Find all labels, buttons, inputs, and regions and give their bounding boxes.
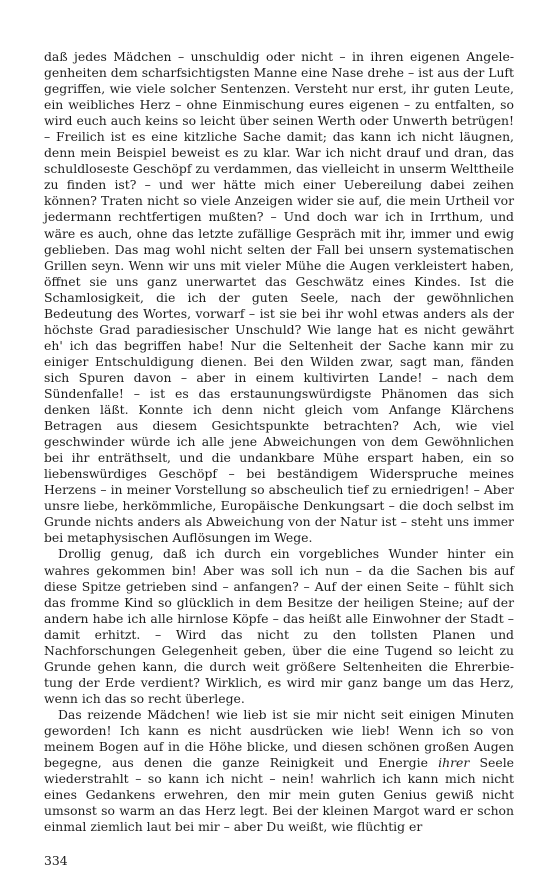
body-text [44, 49, 514, 835]
paragraph-2-text: Drollig genug, daß ich durch ein vorgebliches Wunder hinter ein wahres gekommen bin! Aber was soll ich nun – da die Sachen bis auf diese Spitze getrieben sind – anfangen? – Auf der einen Seite – fühlt sich das fromme Kind so glücklich in dem Besitze der heiligen Steine; auf der andern habe ich alle hirnlose Köpfe – das heißt alle Einwohner der Stadt – damit erhitzt. – Wird das nicht zu den tollsten Planen und Nachforschungen Gelegenheit geben, über die eine Tugend so leicht zu Grunde gehen kann, die durch weit größere Seltenheiten die Ehrerbietung der Erde verdient? Wirklich, es wird mir ganz bange um das Herz, wenn ich das so recht überlege. [44, 546, 514, 706]
paragraph-2 [44, 546, 514, 706]
paragraph-3-text-start: Das reizende Mädchen! wie lieb ist sie mir nicht seit einigen Minuten geworden! Ich kann es nicht ausdrücken wie lieb! Wenn ich so von meinem Bogen auf in die Höhe blicke, und diesen schönen großen Augen begegne, aus denen die ganze Reinigkeit und Energie [44, 706, 514, 771]
paragraph-3-text-end: Seele wiederstrahlt – so kann ich nicht – nein! wahrlich ich kann mich nicht eines Gedankens erwehren, den mir mein guten Genius gewiß nicht umsonst so warm an das Herz legt. Bei der kleinen Margot ward er schon einmal ziemlich laut bei mir – aber Du weißt, wie flüchtig er [44, 755, 515, 835]
paragraph-1-text: daß jedes Mädchen – unschuldig oder nicht – in ihren eigenen Angelegenheiten dem scharfsichtigsten Manne eine Nase drehe – ist aus der Luft gegriffen, wie viele solcher Sentenzen. Versteht nur erst, ihr guten Leute, ein weibliches Herz – ohne Einmischung eures eigenen – zu entfalten, so wird euch auch keins so leicht über seinen Werth oder Unwerth betrügen! – Freilich ist es eine kitzliche Sache damit; das kann ich nicht läugnen, denn mein Beispiel beweist es zu klar. War ich nicht drauf und dran, das schuldloseste Geschöpf zu verdammen, das vielleicht in unserm Welttheile zu finden ist? – und wer hätte mich einer Uebereilung dabei zeihen können? Traten nicht so viele Anzeigen wider sie auf, die mein Urtheil vor jedermann rechtfertigen mußten? – Und doch war ich in Irrthum, und wäre es auch, ohne das letzte zufällige Gespräch mit ihr, immer und ewig geblieben. Das mag wohl nicht selten der Fall bei unsern systematischen Grillen seyn. Wenn wir uns mit vieler Mühe die Augen verkleistert haben, öffnet sie uns ganz unerwartet das Geschwätz eines Kindes. Ist die Schamlosigkeit, die ich der guten Seele, nach der gewöhnlichen Bedeutung des Wortes, vorwarf – ist sie bei ihr wohl etwas anders als der höchste Grad paradiesischer Unschuld? Wie lange hat es nicht gewährt eh' ich das begriffen habe! Nur die Seltenheit der Sache kann mir zu einiger Entschuldigung dienen. Bei den Wilden zwar, sagt man, fänden sich Spuren davon – aber in einem kultivirten Lande! – nach dem Sündenfalle! – ist es das erstaunungswürdigste Phänomen das sich denken läßt. Konnte ich denn nicht gleich vom Anfange Klärchens Betragen aus diesem Gesichtspunkte betrachten? Ach, wie viel geschwinder würde ich alle jene Abweichungen von dem Gewöhnlichen bei ihr enträthselt, und die undankbare Mühe erspart haben, ein so liebenswürdiges Geschöpf – bei beständigem Widerspruche meines Herzens – in meiner Vorstellung so abscheulich tief zu erniedrigen! – Aber unsre liebe, herkömmliche, Europäische Denkungsart – die doch selbst im Grunde nichts anders als Abweichung von der Natur ist – steht uns immer bei metaphysischen Auflösungen im Wege. [44, 49, 514, 546]
paragraph-3 [44, 707, 514, 835]
paragraph-1 [44, 49, 514, 546]
page-number: 334 [44, 853, 68, 868]
paragraph-3-emphasis: ihrer [438, 755, 470, 771]
